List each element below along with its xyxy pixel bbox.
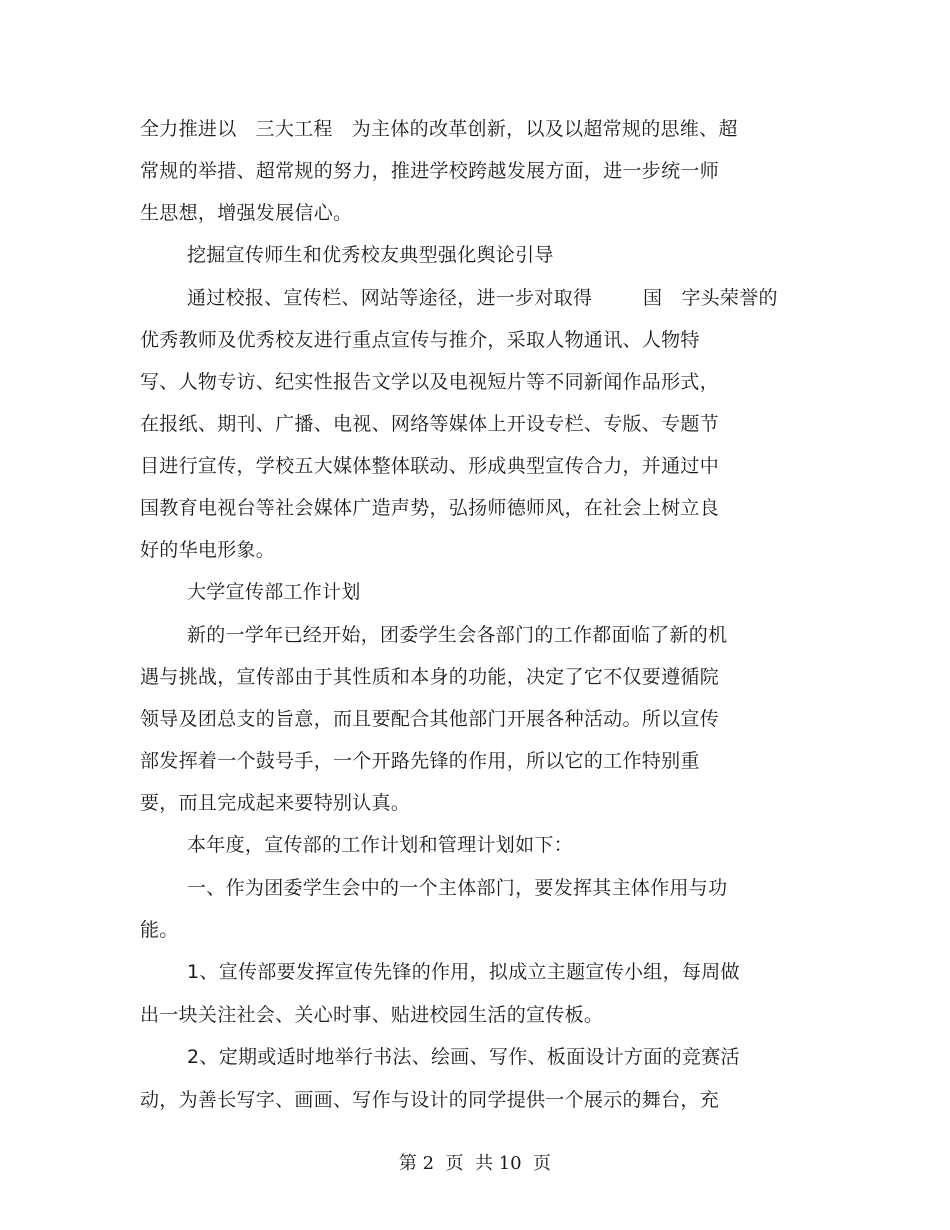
text-line: 本年度，宣传部的工作计划和管理计划如下： bbox=[187, 834, 574, 856]
text-line: 写、人物专访、纪实性报告文学以及电视短片等不同新闻作品形式， bbox=[140, 371, 720, 393]
page-number-footer: 第 2 页 共 10 页 bbox=[398, 1153, 552, 1174]
text-line: 新的一学年已经开始，团委学生会各部门的工作都面临了新的机 bbox=[187, 624, 728, 646]
text-line: 常规的举措、超常规的努力，推进学校跨越发展方面，进一步统一师 bbox=[140, 160, 720, 182]
text-line: 生思想，增强发展信心。 bbox=[140, 202, 353, 224]
text-line: 遇与挑战，宣传部由于其性质和本身的功能，决定了它不仅要遵循院 bbox=[140, 666, 720, 688]
text-line: 1、宣传部要发挥宣传先锋的作用，拟成立主题宣传小组，每周做 bbox=[187, 961, 740, 983]
section-heading: 大学宣传部工作计划 bbox=[187, 581, 361, 603]
text-line: 部发挥着一个鼓号手，一个开路先锋的作用，所以它的工作特别重 bbox=[140, 750, 700, 772]
text-line: 好的华电形象。 bbox=[140, 539, 276, 561]
text-line: 动，为善长写字、画画、写作与设计的同学提供一个展示的舞台，充 bbox=[140, 1089, 720, 1111]
text-line: 一、作为团委学生会中的一个主体部门，要发挥其主体作用与功 bbox=[187, 877, 728, 899]
text-line: 国教育电视台等社会媒体广造声势，弘扬师德师风，在社会上树立良 bbox=[140, 497, 720, 519]
text-line: 要，而且完成起来要特别认真。 bbox=[140, 792, 411, 814]
text-line: 通过校报、宣传栏、网站等途径，进一步对取得 国 字头荣誉的 bbox=[187, 287, 778, 309]
text-line: 在报纸、期刊、广播、电视、网络等媒体上开设专栏、专版、专题节 bbox=[140, 413, 720, 435]
text-line: 领导及团总支的旨意，而且要配合其他部门开展各种活动。所以宣传 bbox=[140, 708, 720, 730]
text-line: 全力推进以 三大工程 为主体的改革创新，以及以超常规的思维、超 bbox=[140, 118, 738, 140]
text-line: 优秀教师及优秀校友进行重点宣传与推介，采取人物通讯、人物特 bbox=[140, 329, 700, 351]
text-line: 能。 bbox=[140, 919, 179, 941]
text-line: 出一块关注社会、关心时事、贴进校园生活的宣传板。 bbox=[140, 1004, 604, 1026]
text-line: 2、定期或适时地举行书法、绘画、写作、板面设计方面的竞赛活 bbox=[187, 1046, 740, 1068]
text-line: 目进行宣传，学校五大媒体整体联动、形成典型宣传合力，并通过中 bbox=[140, 455, 720, 477]
section-heading: 挖掘宣传师生和优秀校友典型强化舆论引导 bbox=[187, 244, 554, 266]
